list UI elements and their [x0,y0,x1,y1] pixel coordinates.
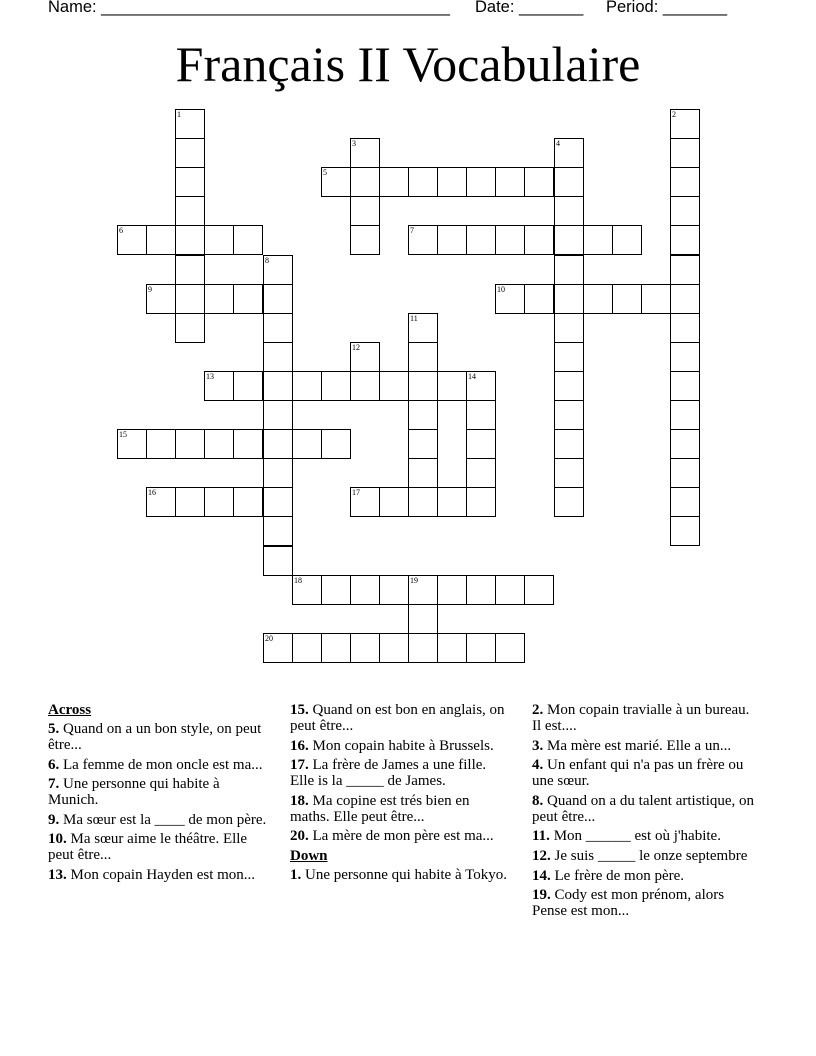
clue-item-text: Je suis _____ le onze septembre [550,847,748,864]
clue-item [48,867,268,883]
clue-number: 6 [119,226,123,235]
grid-cell[interactable] [670,487,700,517]
grid-cell[interactable] [175,167,205,197]
clue-item-number: 16. [290,737,309,754]
grid-cell[interactable] [466,400,496,430]
clue-item-number: 5. [48,721,60,737]
name-field: Name: ______________________________________ [48,0,450,16]
grid-cell[interactable] [670,138,700,168]
clue-number: 13 [206,372,214,381]
clue-item [48,721,268,753]
grid-cell[interactable] [233,225,263,255]
grid-cell[interactable] [554,196,584,226]
clue-item-text: Une personne qui habite à Tokyo. [301,866,507,883]
grid-cell[interactable] [554,458,584,488]
clue-item-text: Cody est mon prénom, alors Pense est mon... [532,887,725,920]
grid-cell[interactable] [263,400,293,430]
grid-cell[interactable] [437,371,467,401]
grid-cell[interactable] [204,487,234,517]
grid-cell[interactable] [175,284,205,314]
clue-number: 17 [352,488,360,497]
clue-number: 14 [468,372,476,381]
grid-cell[interactable] [350,371,380,401]
grid-cell[interactable] [554,400,584,430]
grid-cell[interactable] [408,633,438,663]
clue-item-number: 7. [48,776,60,793]
clue-item [290,867,512,883]
clue-item [532,848,758,864]
grid-cell[interactable] [524,225,554,255]
grid-cell[interactable] [175,138,205,168]
clue-item-text: Ma sœur est la ____ de mon père. [59,811,267,828]
grid-cell[interactable] [292,429,322,459]
grid-cell[interactable] [466,167,496,197]
clue-item-number: 8. [532,792,544,809]
across-heading: Across [48,702,92,718]
clue-item [48,831,268,863]
grid-cell[interactable] [495,225,525,255]
grid-cell[interactable] [670,429,700,459]
grid-cell[interactable] [670,255,700,285]
grid-cell[interactable] [670,225,700,255]
clue-item [532,738,758,754]
clue-item [48,757,268,773]
clue-number: 2 [672,110,676,119]
clue-item-text: Un enfant qui n'a pas un frère ou une sœur. [532,757,744,790]
grid-cell[interactable] [641,284,671,314]
grid-cell[interactable] [524,284,554,314]
grid-cell[interactable] [408,371,438,401]
clue-item-text: Mon copain habite à Brussels. [308,737,494,754]
clues-column-1 [48,702,268,887]
grid-cell[interactable] [408,458,438,488]
clue-item-number: 10. [48,831,67,848]
grid-cell[interactable] [670,284,700,314]
clue-number: 7 [410,226,414,235]
grid-cell[interactable] [554,487,584,517]
clues-column-2 [290,702,512,887]
grid-cell[interactable] [466,225,496,255]
clue-item [290,738,512,754]
grid-cell[interactable] [263,342,293,372]
page-title: Français II Vocabulaire [175,36,641,92]
clue-item-text: La mère de mon père est ma... [308,828,494,845]
clue-item [532,702,758,734]
grid-cell[interactable] [175,196,205,226]
clue-item-text: Ma sœur aime le théâtre. Elle peut être... [48,831,248,864]
clue-item-number: 2. [532,702,544,718]
grid-cell[interactable] [263,516,293,546]
grid-cell[interactable] [350,196,380,226]
grid-cell[interactable] [379,575,409,605]
clue-item [532,887,758,919]
clue-item-number: 4. [532,757,544,774]
grid-cell[interactable] [670,196,700,226]
clue-item-number: 14. [532,867,551,884]
grid-cell[interactable] [554,167,584,197]
clue-item-number: 17. [290,757,309,774]
grid-cell[interactable] [175,225,205,255]
grid-cell[interactable] [670,371,700,401]
grid-cell[interactable] [495,575,525,605]
clue-number: 20 [265,634,273,643]
grid-cell[interactable] [612,284,642,314]
clue-item [290,757,512,789]
grid-cell[interactable] [263,284,293,314]
period-field: Period: _______ [606,0,728,16]
date-field: Date: _______ [475,0,584,16]
grid-cell[interactable] [554,225,584,255]
grid-cell[interactable] [524,167,554,197]
clue-item-number: 13. [48,866,67,883]
grid-cell[interactable] [524,575,554,605]
grid-cell[interactable] [670,342,700,372]
clue-item [290,702,512,734]
clue-number: 16 [148,488,156,497]
grid-cell[interactable] [175,429,205,459]
clue-number: 4 [556,139,560,148]
grid-cell[interactable] [437,575,467,605]
grid-cell[interactable] [612,225,642,255]
clue-number: 19 [410,576,418,585]
clue-item-number: 1. [290,866,302,883]
grid-cell[interactable] [204,284,234,314]
clue-item-number: 11. [532,828,550,845]
grid-cell[interactable] [233,371,263,401]
grid-cell[interactable] [670,167,700,197]
clue-item-number: 9. [48,811,60,828]
grid-cell[interactable] [379,167,409,197]
clue-item-number: 6. [48,756,60,773]
grid-cell[interactable] [321,633,351,663]
grid-cell[interactable] [233,429,263,459]
across-clue-list [48,721,268,883]
grid-cell[interactable] [466,575,496,605]
grid-cell[interactable] [175,313,205,343]
grid-cell[interactable] [408,604,438,634]
grid-cell[interactable] [350,225,380,255]
clue-item-text: Mon copain Hayden est mon... [66,866,256,883]
clue-item-number: 20. [290,828,309,845]
grid-cell[interactable] [408,400,438,430]
grid-cell[interactable] [379,487,409,517]
grid-cell[interactable] [263,546,293,576]
grid-cell[interactable] [554,313,584,343]
clue-number: 18 [294,576,302,585]
clue-item [532,793,758,825]
grid-cell[interactable] [292,633,322,663]
grid-cell[interactable] [146,225,176,255]
grid-cell[interactable] [554,342,584,372]
grid-cell[interactable] [379,371,409,401]
grid-cell[interactable] [263,313,293,343]
clue-number: 1 [177,110,181,119]
down-clue-list [290,867,512,883]
grid-cell[interactable] [263,371,293,401]
clue-item-text: Quand on a du talent artistique, on peut être... [532,792,755,825]
grid-cell[interactable] [437,167,467,197]
clue-number: 8 [265,256,269,265]
clue-item-text: Mon copain travialle à un bureau. Il est.... [532,702,750,734]
clue-item-number: 12. [532,847,551,864]
grid-cell[interactable] [437,487,467,517]
grid-cell[interactable] [583,225,613,255]
grid-cell[interactable] [175,255,205,285]
clue-number: 5 [323,168,327,177]
grid-cell[interactable] [204,429,234,459]
grid-cell[interactable] [670,516,700,546]
clue-item-text: La frère de James a une fille. Elle is la _____ de James. [290,757,487,790]
clue-item-number: 15. [290,702,309,718]
grid-cell[interactable] [263,429,293,459]
clue-item [532,828,758,844]
clue-number: 9 [148,285,152,294]
clue-number: 11 [410,314,418,323]
grid-cell[interactable] [263,458,293,488]
clue-item [48,776,268,808]
grid-cell[interactable] [583,284,613,314]
clue-item [290,793,512,825]
grid-cell[interactable] [233,487,263,517]
clue-item-text: Mon ______ est où j'habite. [549,828,721,845]
clue-item-text: Quand on a un bon style, on peut être... [48,721,262,753]
grid-cell[interactable] [437,633,467,663]
clue-item [532,757,758,789]
clue-number: 10 [497,285,505,294]
grid-cell[interactable] [408,429,438,459]
clue-item-number: 19. [532,887,551,904]
grid-cell[interactable] [554,371,584,401]
grid-cell[interactable] [408,167,438,197]
grid-cell[interactable] [321,371,351,401]
grid-cell[interactable] [495,633,525,663]
grid-cell[interactable] [350,167,380,197]
across-clue-list-continued [290,702,512,844]
clue-item-number: 3. [532,737,544,754]
clues-column-3 [532,702,758,923]
grid-cell[interactable] [554,429,584,459]
grid-cell[interactable] [321,575,351,605]
grid-cell[interactable] [233,284,263,314]
grid-cell[interactable] [466,633,496,663]
grid-cell[interactable] [466,429,496,459]
grid-cell[interactable] [670,313,700,343]
grid-cell[interactable] [437,225,467,255]
grid-cell[interactable] [466,487,496,517]
down-heading: Down [290,847,328,864]
grid-cell[interactable] [350,633,380,663]
clue-item-text: Ma copine est trés bien en maths. Elle peut être... [290,792,470,825]
clue-item [290,828,512,844]
grid-cell[interactable] [408,342,438,372]
clue-item [532,868,758,884]
grid-cell[interactable] [670,400,700,430]
grid-cell[interactable] [466,458,496,488]
grid-cell[interactable] [321,429,351,459]
grid-cell[interactable] [495,167,525,197]
grid-cell[interactable] [204,225,234,255]
grid-cell[interactable] [379,633,409,663]
grid-cell[interactable] [670,458,700,488]
clue-item [48,812,268,828]
grid-cell[interactable] [350,575,380,605]
grid-cell[interactable] [554,255,584,285]
grid-cell[interactable] [292,371,322,401]
grid-cell[interactable] [146,429,176,459]
grid-cell[interactable] [263,487,293,517]
grid-cell[interactable] [554,284,584,314]
clue-number: 12 [352,343,360,352]
clue-number: 3 [352,139,356,148]
clue-item-number: 18. [290,792,309,809]
grid-cell[interactable] [408,487,438,517]
worksheet-header [48,0,768,20]
clue-item-text: Ma mère est marié. Elle a un... [543,737,732,754]
clue-item-text: Une personne qui habite à Munich. [48,776,220,809]
grid-cell[interactable] [175,487,205,517]
clue-item-text: Le frère de mon père. [550,867,685,884]
down-clue-list-continued [532,702,758,919]
clue-item-text: La femme de mon oncle est ma... [59,756,263,773]
clue-item-text: Quand on est bon en anglais, on peut être... [290,702,505,734]
clue-number: 15 [119,430,127,439]
